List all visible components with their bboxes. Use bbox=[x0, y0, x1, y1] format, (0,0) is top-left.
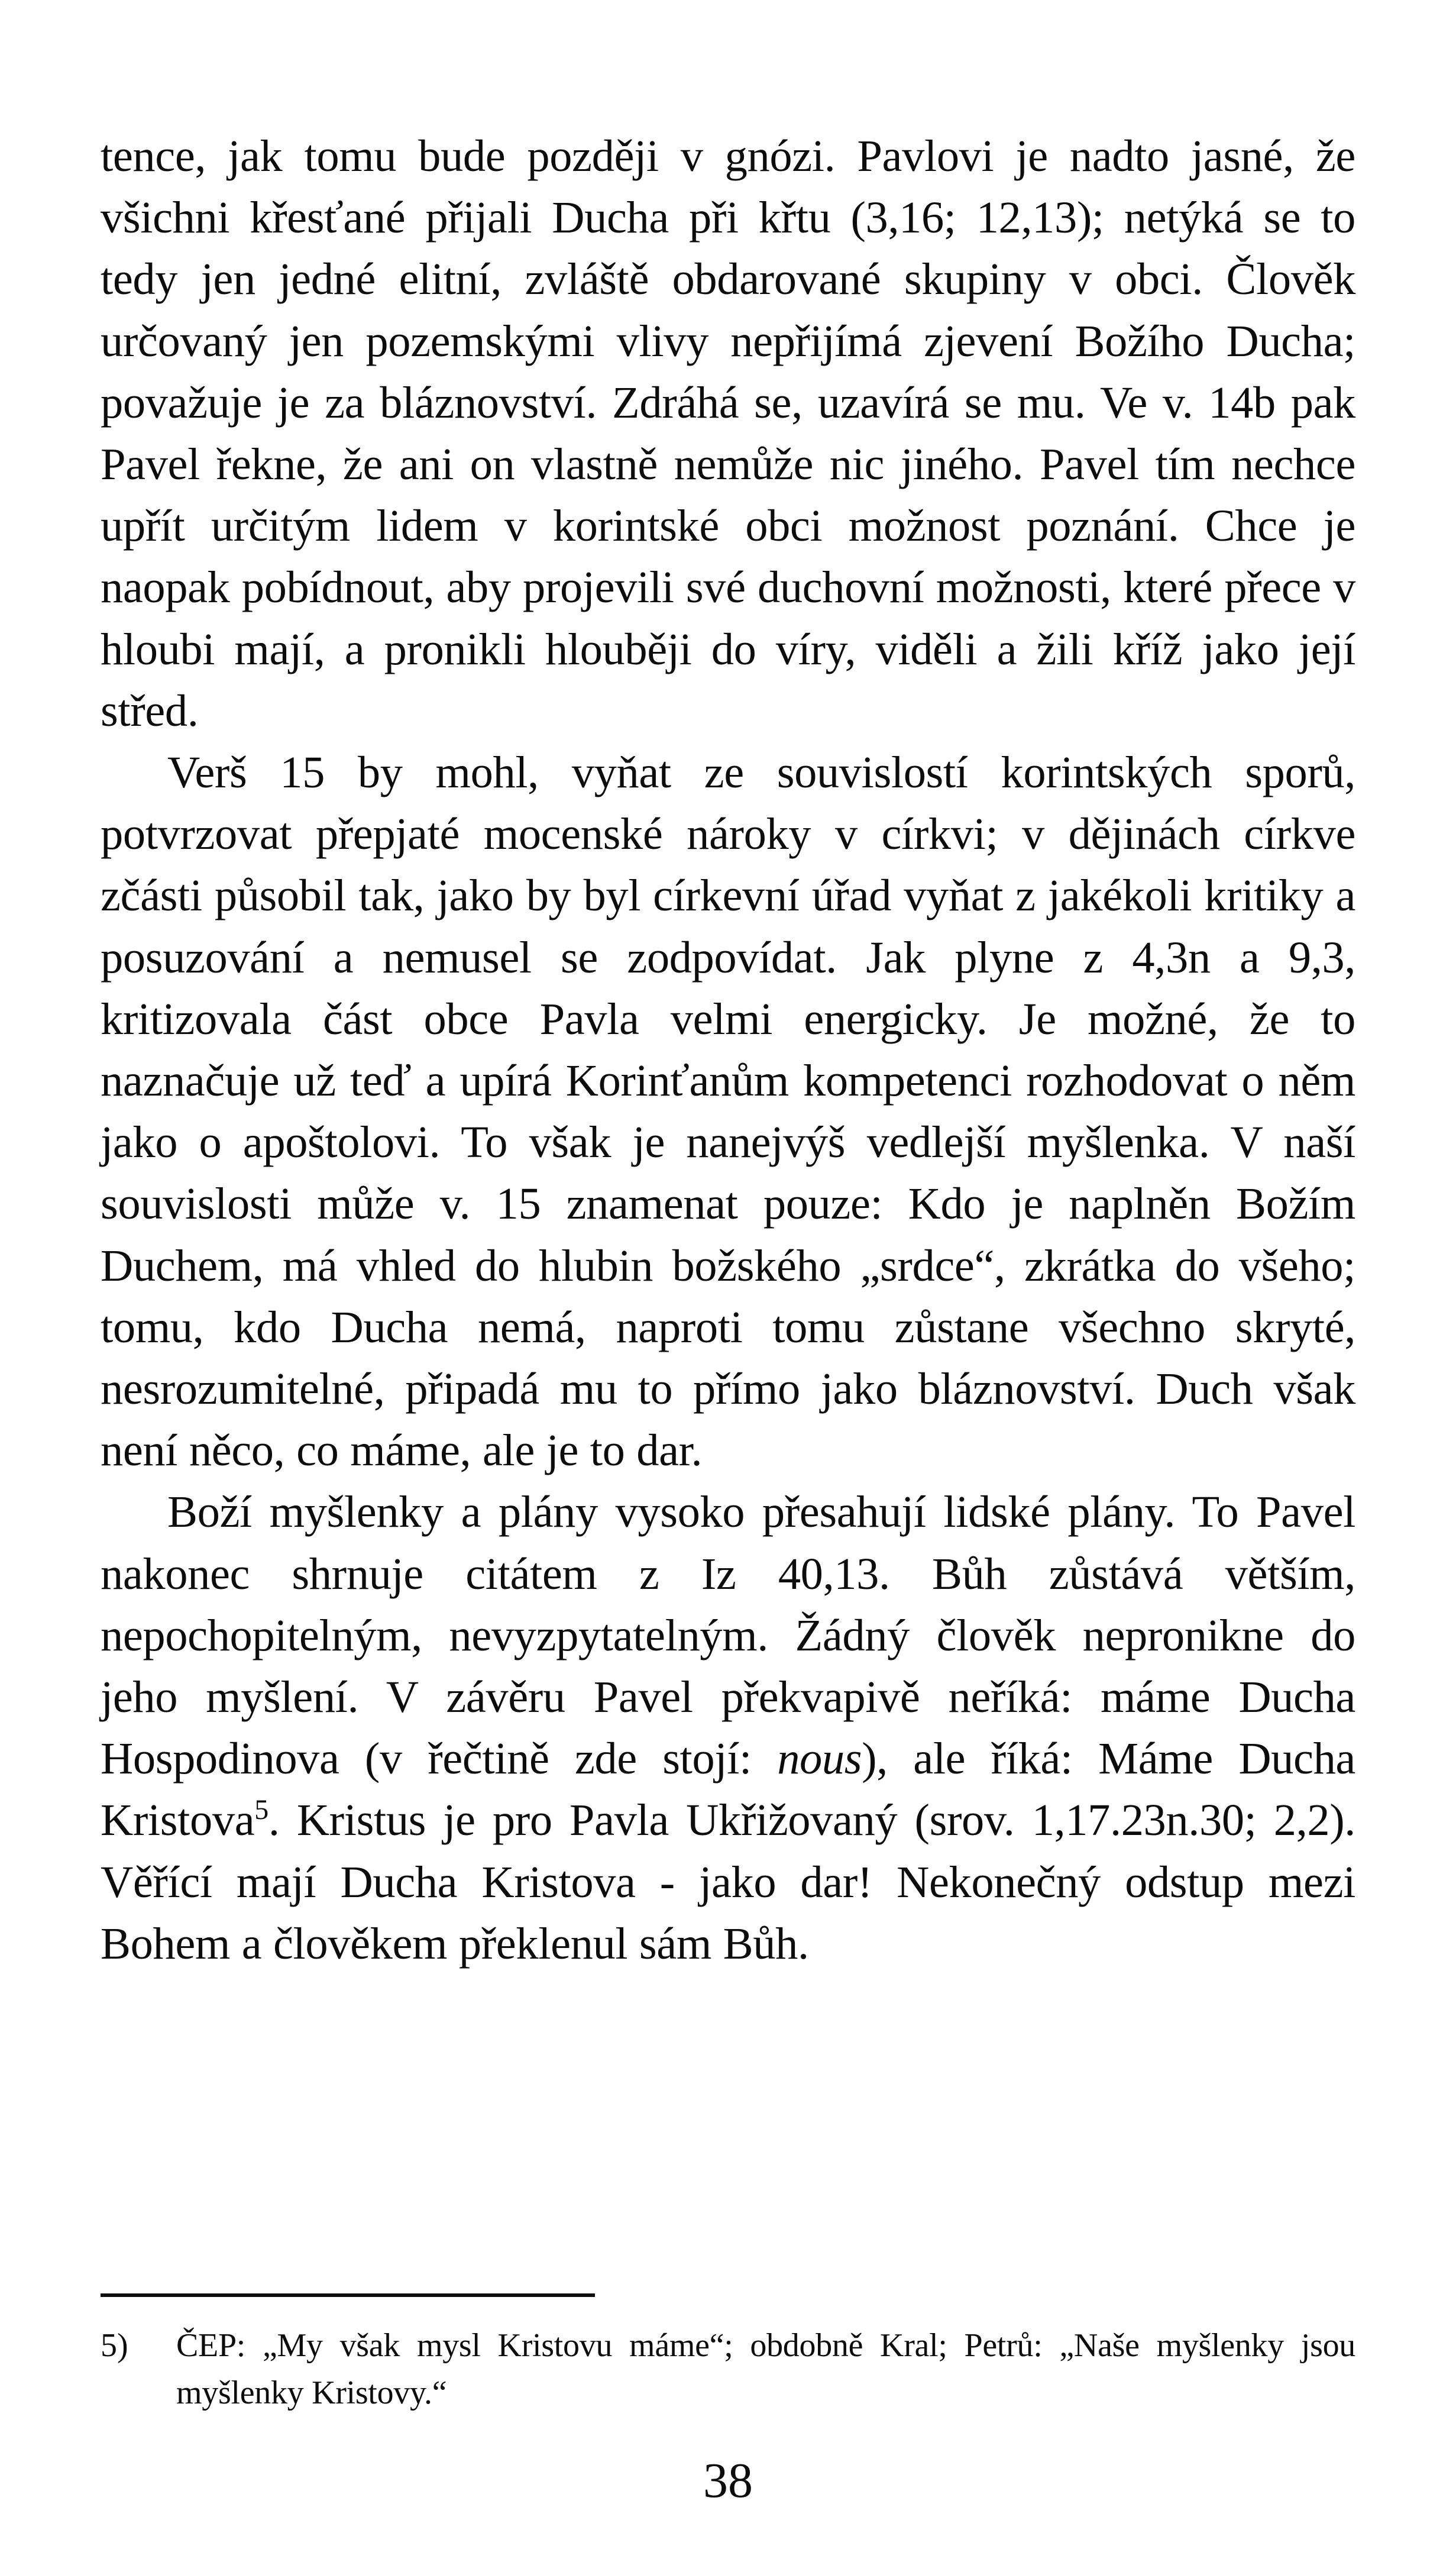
paragraph-1: tence, jak tomu bude později v gnózi. Pavlovi je nadto jasné, že všichni křesťané přijali Ducha při křtu (3,16; 12,13); netýká se to tedy jen jedné elitní, zvláště obdarované skupiny v obci. Člověk určovaný jen pozemskými vlivy nepřijímá zjevení Božího Ducha; považuje je za bláznovství. Zdráhá se, uzavírá se mu. Ve v. 14b pak Pavel řekne, že ani on vlastně nemůže nic jiného. Pavel tím nechce upřít určitým lidem v korintské obci možnost poznání. Chce je naopak pobídnout, aby projevili své duchovní možnosti, které přece v hloubi mají, a pronikli hlouběji do víry, viděli a žili kříž jako její střed. bbox=[101, 131, 1355, 736]
paragraph-3-part-2: ), ale říká: Máme Ducha Kristova bbox=[101, 1733, 1355, 1846]
page-number: 38 bbox=[703, 2453, 753, 2508]
footnote-text: ČEP: „My však mysl Kristovu máme“; obdobně Kral; Petrů: „Naše myšlenky jsou myšlenky Kristovy.“ bbox=[176, 2327, 1355, 2411]
paragraph-3 bbox=[101, 1481, 1355, 1975]
footnote-number: 5) bbox=[101, 2327, 128, 2364]
footnote bbox=[101, 2322, 1355, 2416]
footnote-divider bbox=[101, 2293, 595, 2297]
italic-term: nous bbox=[777, 1733, 862, 1784]
paragraph-2: Verš 15 by mohl, vyňat ze souvislostí korintských sporů, potvrzovat přepjaté mocenské nároky v církvi; v dějinách církve zčásti působil tak, jako by byl církevní úřad vyňat z jakékoli kritiky a posuzování a nemusel se zodpovídat. Jak plyne z 4,3n a 9,3, kritizovala část obce Pavla velmi energicky. Je možné, že to naznačuje už teď a upírá Korinťanům kompetenci rozhodovat o něm jako o apoštolovi. To však je nanejvýš vedlejší myšlenka. V naší souvislosti může v. 15 znamenat pouze: Kdo je naplněn Božím Duchem, má vhled do hlubin božského „srdce“, zkrátka do všeho; tomu, kdo Ducha nemá, naproti tomu zůstane všechno skryté, nesrozumitelné, připadá mu to přímo jako bláznovství. Duch však není něco, co máme, ale je to dar. bbox=[101, 747, 1355, 1476]
footnote-reference[interactable]: 5 bbox=[254, 1794, 268, 1826]
body-text bbox=[101, 125, 1355, 1975]
paragraph-3-part-1: Boží myšlenky a plány vysoko přesahují lidské plány. To Pavel nakonec shrnuje citátem z Iz 40,13. Bůh zůstává větším, nepochopitelným, nevyzpytatelným. Žádný člověk nepronikne do jeho myšlení. V závěru Pavel překvapivě neříká: máme Ducha Hospodinova (v řečtině zde stojí: bbox=[101, 1487, 1355, 1784]
paragraph-3-part-3: . Kristus je pro Pavla Ukřižovaný (srov. 1,17.23n.30; 2,2). Věřící mají Ducha Kristova - jako dar! Nekonečný odstup mezi Bohem a člověkem překlenul sám Bůh. bbox=[101, 1795, 1355, 1969]
